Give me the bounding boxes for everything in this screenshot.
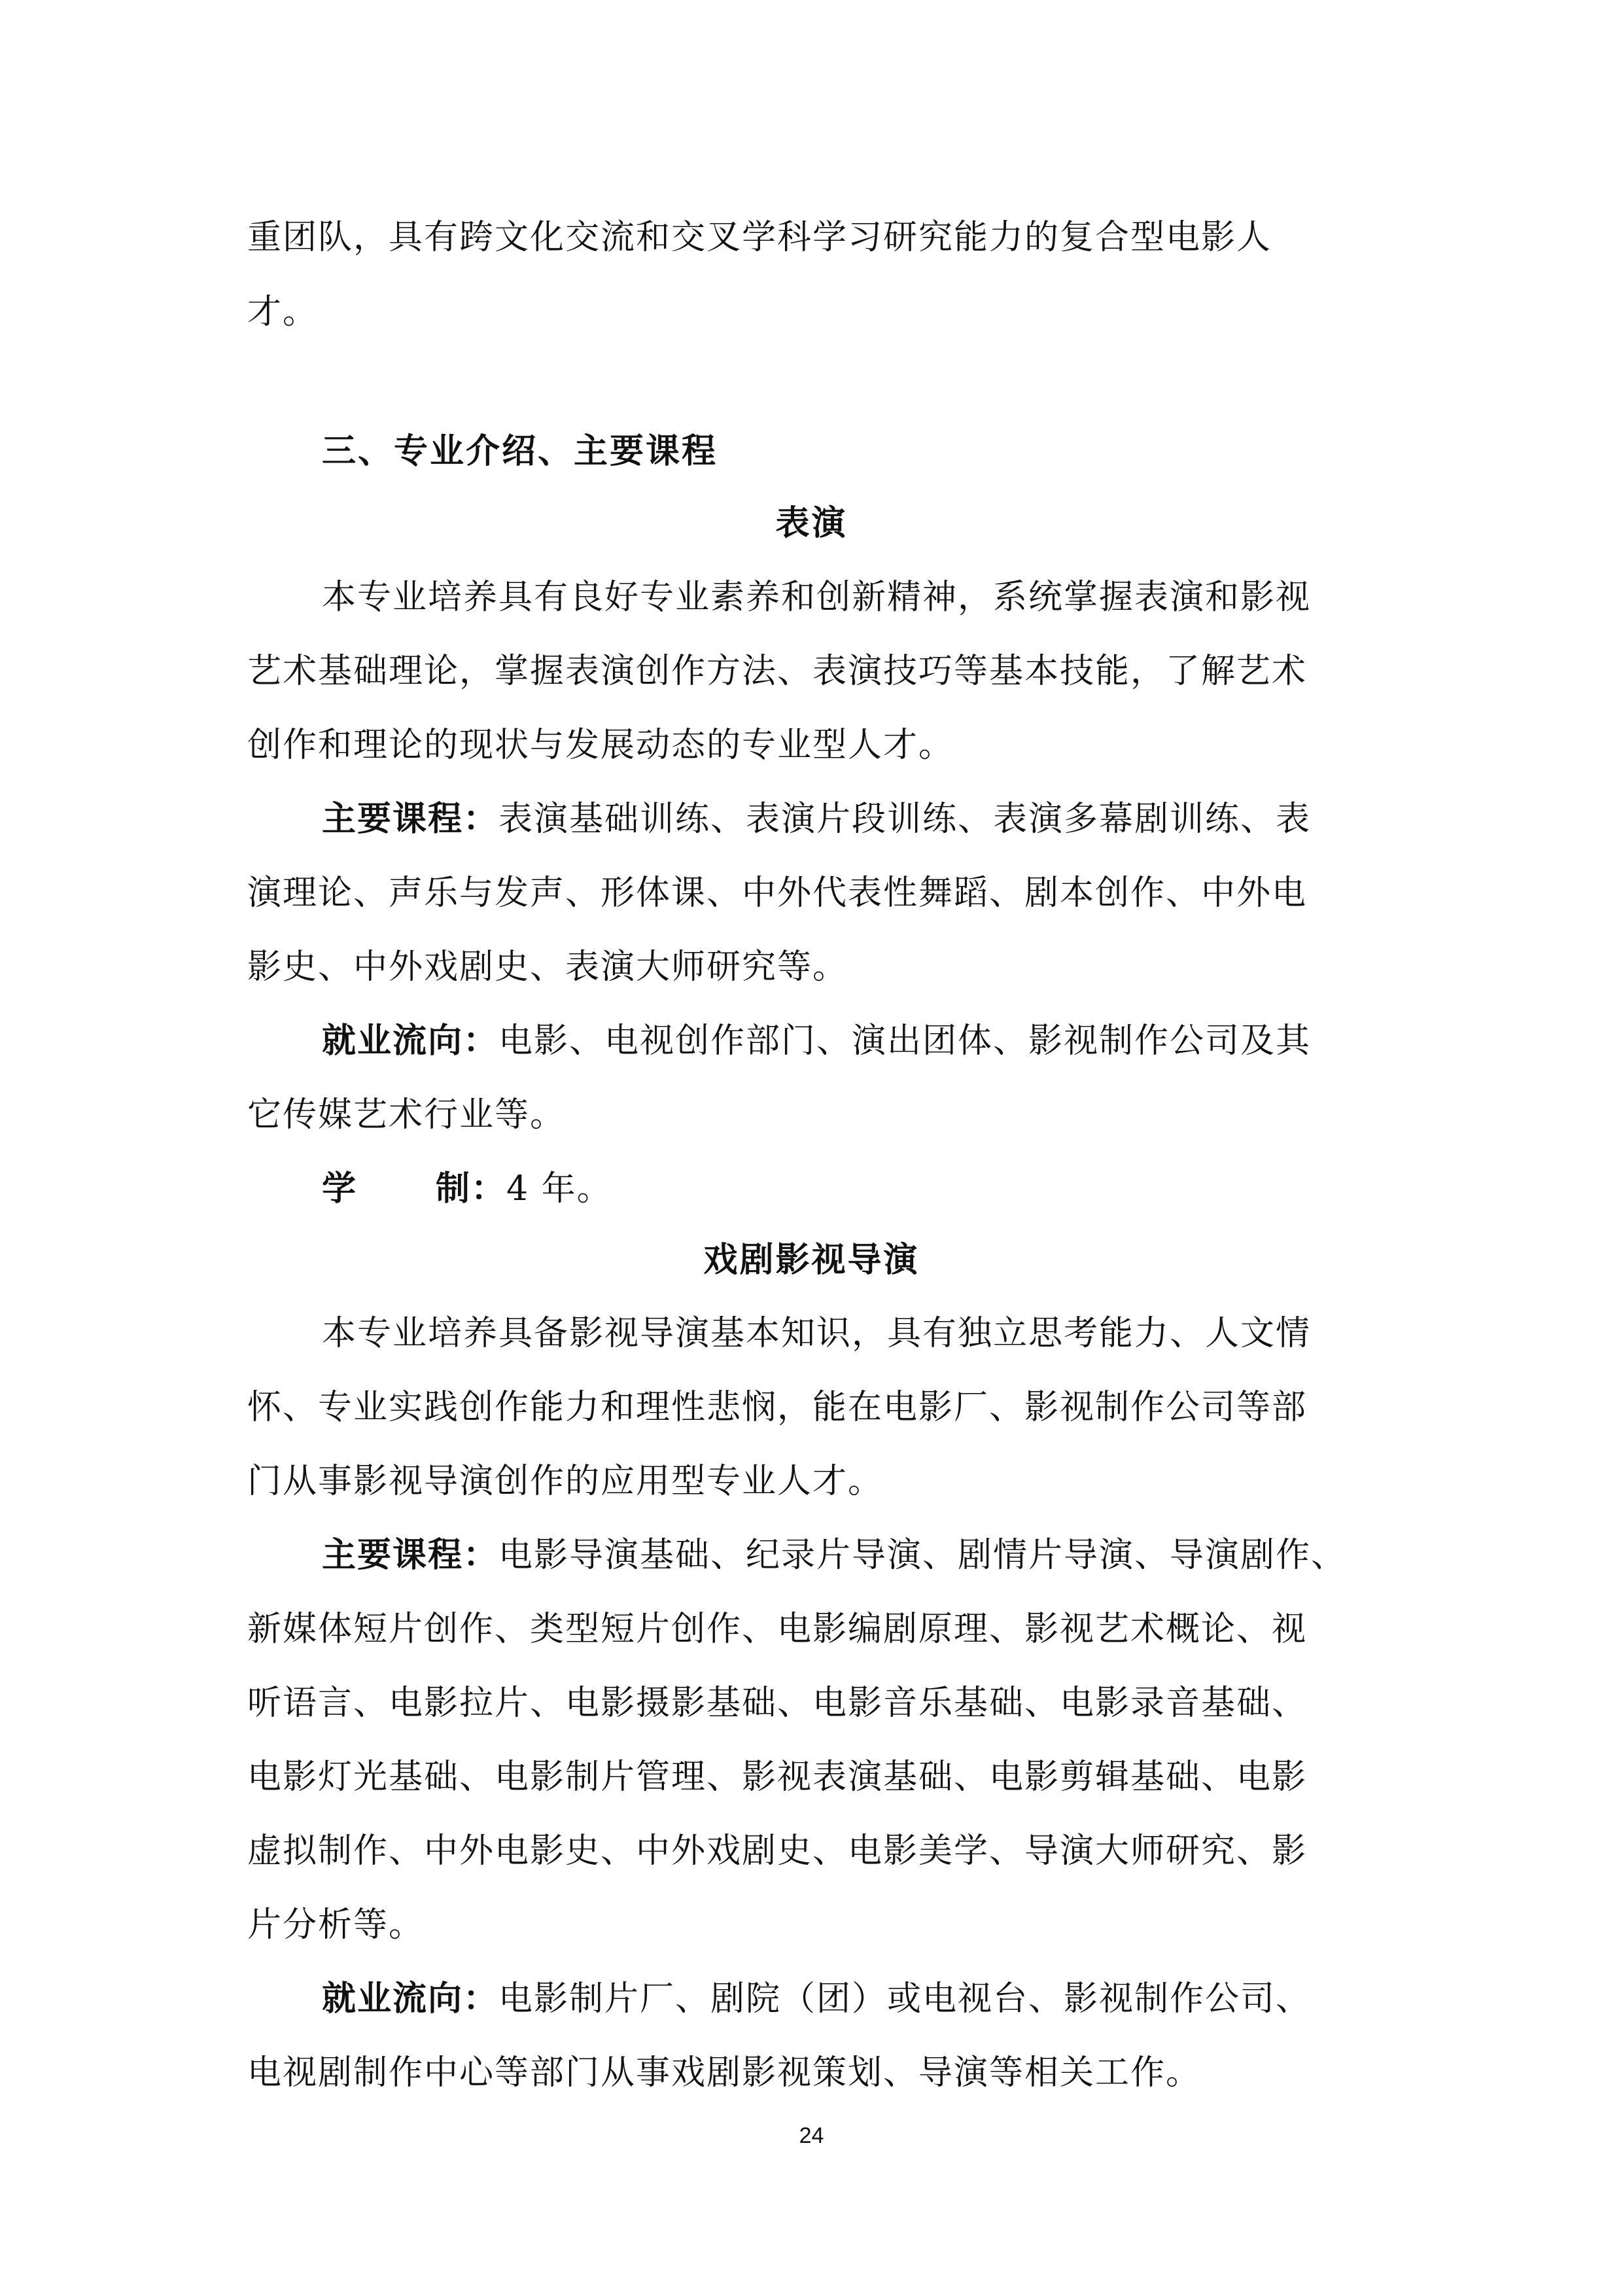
page-number: 24 xyxy=(799,2123,824,2148)
major-description-line: 艺术基础理论，掌握表演创作方法、表演技巧等基本技能，了解艺术 xyxy=(247,652,1308,691)
courses-line: 听语言、电影拉片、电影摄影基础、电影音乐基础、电影录音基础、 xyxy=(247,1684,1308,1723)
courses-line: 演理论、声乐与发声、形体课、中外代表性舞蹈、剧本创作、中外电 xyxy=(247,874,1308,913)
career-label: 就业流向： xyxy=(322,1979,499,2019)
courses-label: 主要课程： xyxy=(322,800,499,839)
career-line: 电视剧制作中心等部门从事戏剧影视策划、导演等相关工作。 xyxy=(247,2053,1202,2093)
major-title: 戏剧影视导演 xyxy=(703,1241,920,1280)
major-description-line: 创作和理论的现状与发展动态的专业型人才。 xyxy=(247,726,954,765)
courses-paragraph xyxy=(322,1529,1454,1581)
major-description-line: 门从事影视导演创作的应用型专业人才。 xyxy=(247,1462,884,1501)
career-line: 它传媒艺术行业等。 xyxy=(247,1095,566,1135)
career-label: 就业流向： xyxy=(322,1021,499,1061)
duration-label-part1: 学 xyxy=(322,1169,358,1209)
major-description-line: 本专业培养具备影视导演基本知识，具有独立思考能力、人文情 xyxy=(322,1314,1312,1353)
courses-label: 主要课程： xyxy=(322,1536,499,1575)
courses-text: 表演基础训练、表演片段训练、表演多幕剧训练、表 xyxy=(498,800,1312,839)
major-title: 表演 xyxy=(775,504,848,543)
courses-text: 电影导演基础、纪录片导演、剧情片导演、导演剧作、 xyxy=(498,1536,1347,1575)
courses-line: 电影灯光基础、电影制片管理、影视表演基础、电影剪辑基础、电影 xyxy=(247,1757,1308,1797)
career-text: 电影制片厂、剧院（团）或电视台、影视制作公司、 xyxy=(498,1979,1312,2019)
intro-line: 才。 xyxy=(247,292,319,332)
career-paragraph xyxy=(322,1973,1454,2025)
courses-line: 片分析等。 xyxy=(247,1905,425,1945)
duration-paragraph xyxy=(322,1163,1454,1215)
career-paragraph xyxy=(322,1015,1454,1067)
intro-line: 重团队，具有跨文化交流和交叉学科学习研究能力的复合型电影人 xyxy=(247,218,1272,257)
courses-line: 虚拟制作、中外电影史、中外戏剧史、电影美学、导演大师研究、影 xyxy=(247,1831,1308,1871)
section-heading: 三、专业介绍、主要课程 xyxy=(322,432,718,471)
career-text: 电影、电视创作部门、演出团体、影视制作公司及其 xyxy=(498,1021,1312,1061)
courses-line: 新媒体短片创作、类型短片创作、电影编剧原理、影视艺术概论、视 xyxy=(247,1610,1308,1649)
courses-paragraph xyxy=(322,793,1454,845)
courses-line: 影史、中外戏剧史、表演大师研究等。 xyxy=(247,947,848,987)
duration-value: 4 年。 xyxy=(506,1169,612,1209)
duration-label-part2: 制： xyxy=(436,1169,507,1209)
major-description-line: 怀、专业实践创作能力和理性悲悯，能在电影厂、影视制作公司等部 xyxy=(247,1388,1308,1427)
major-description-line: 本专业培养具有良好专业素养和创新精神，系统掌握表演和影视 xyxy=(322,578,1312,617)
